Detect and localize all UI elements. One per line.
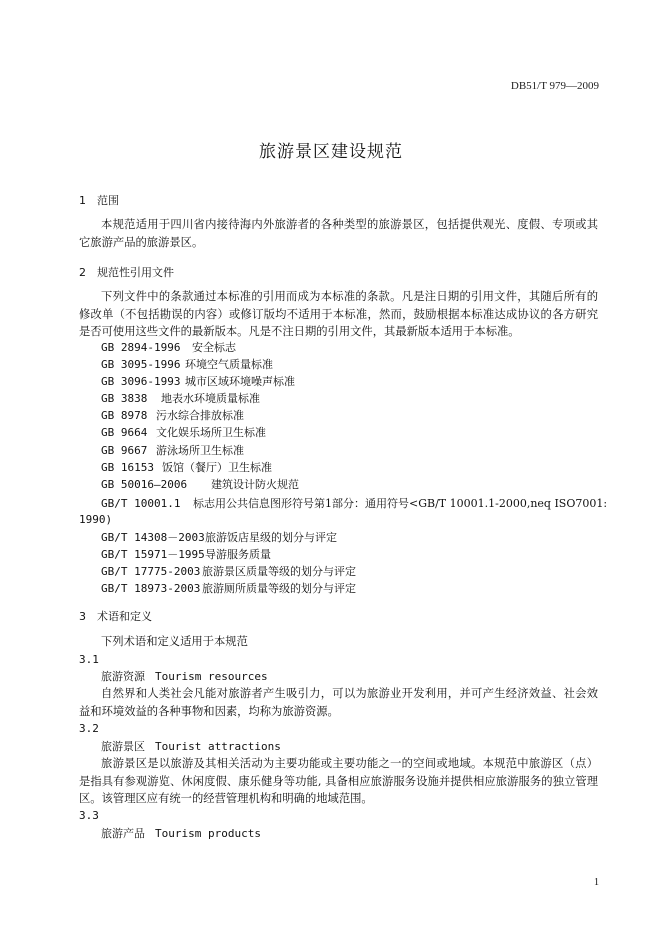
reference-item [101,442,244,458]
reference-title: 污水综合排放标准 [156,409,244,422]
reference-item [101,356,273,372]
term-zh: 旅游景区 [101,740,145,753]
term-en: Tourism resources [155,670,268,683]
standard-code: DB51/T 979—2009 [510,80,599,92]
scope-paragraph: 本规范适用于四川省内接待海内外旅游者的各种类型的旅游景区，包括提供观光、度假、专项或其它旅游产品的旅游景区。 [79,218,598,249]
reference-title: 安全标志 [192,341,236,354]
term-definition: 自然界和人类社会凡能对旅游者产生吸引力，可以为旅游业开发利用，并可产生经济效益、社会效益和环境效益的各种事物和因素，均称为旅游资源。 [79,687,598,718]
reference-item [101,529,337,545]
section-title: 规范性引用文件 [97,266,174,279]
term-en: Tourist attractions [155,740,281,753]
reference-item [101,563,356,579]
reference-code: GB 3095-1996 [101,358,181,371]
section-title: 术语和定义 [97,610,152,623]
section-number: 3 [79,610,86,623]
reference-code: GB 9664 [101,426,148,439]
clause-number: 3.2 [79,722,99,735]
reference-title: 饭馆（餐厅）卫生标准 [162,461,272,474]
reference-item [101,476,299,492]
section-number: 1 [79,194,86,207]
reference-title: 导游服务质量 [205,548,271,561]
reference-code: GB 3096-1993 [101,375,181,388]
reference-item [101,390,260,406]
reference-item [101,373,295,389]
page-number: 1 [594,877,599,888]
term-zh: 旅游产品 [101,827,145,840]
reference-title: 旅游景区质量等级的划分与评定 [202,565,356,578]
reference-code: GB/T 14308－2003 [101,531,205,544]
section-title: 范围 [97,194,119,207]
term-heading [101,825,261,841]
section-number: 2 [79,266,86,279]
reference-code: GB 9667 [101,444,148,457]
term-definition: 旅游景区是以旅游及其相关活动为主要功能或主要功能之一的空间或地域。本规范中旅游区（点）是指具有参观游览、休闲度假、康乐健身等功能, 具备相应旅游服务设施并提供相应旅游服务的独立管理区。该管理区应有统一的经营管理机构和明确的地域范围。 [79,757,598,805]
reference-title: 旅游饭店星级的划分与评定 [205,531,337,544]
reference-item [101,580,356,596]
reference-item [101,459,272,475]
term-heading [101,738,281,754]
section-heading-scope [79,192,119,208]
reference-code: GB 2894-1996 [101,341,181,354]
reference-title: 地表水环境质量标准 [161,392,260,405]
reference-code: GB 3838 [101,392,148,405]
section-heading-terms [79,608,152,624]
reference-code: GB/T 15971－1995 [101,548,205,561]
reference-code: GB 50016—2006 [101,478,188,491]
reference-title: 标志用公共信息图形符号第1部分：通用符号<GB/T 10001.1-2000,neq ISO7001: [193,497,608,510]
reference-item [101,407,244,423]
clause-number: 3.3 [79,809,99,822]
terms-intro: 下列术语和定义适用于本规范 [101,635,248,648]
reference-title: 文化娱乐场所卫生标准 [156,426,266,439]
term-en: Tourism products [155,827,261,840]
normative-intro-paragraph: 下列文件中的条款通过本标准的引用而成为本标准的条款。凡是注日期的引用文件，其随后所有的修改单（不包括勘误的内容）或修订版均不适用于本标准，然而，鼓励根据本标准达成协议的各方研究是否可使用这些文件的最新版本。凡是不注日期的引用文件，其最新版本适用于本标准。 [79,290,598,338]
reference-code: GB 16153 [101,461,154,474]
section-heading-normative-references [79,264,174,280]
reference-code: GB/T 17775-2003 [101,565,201,578]
reference-item [101,546,271,562]
clause-number: 3.1 [79,653,99,666]
document-title: 旅游景区建设规范 [259,142,403,162]
reference-title: 环境空气质量标准 [185,358,273,371]
reference-item [101,495,607,511]
reference-title: 建筑设计防火规范 [211,478,299,491]
reference-title: 城市区域环境噪声标准 [185,375,295,388]
reference-item [101,424,266,440]
reference-code: GB 8978 [101,409,148,422]
reference-code: GB/T 18973-2003 [101,582,201,595]
reference-code: GB/T 10001.1 [101,497,181,510]
term-zh: 旅游资源 [101,670,145,683]
reference-title: 旅游厕所质量等级的划分与评定 [202,582,356,595]
term-heading [101,668,268,684]
reference-item [101,339,236,355]
reference-title: 游泳场所卫生标准 [156,444,244,457]
reference-continuation: 1990) [79,513,113,526]
